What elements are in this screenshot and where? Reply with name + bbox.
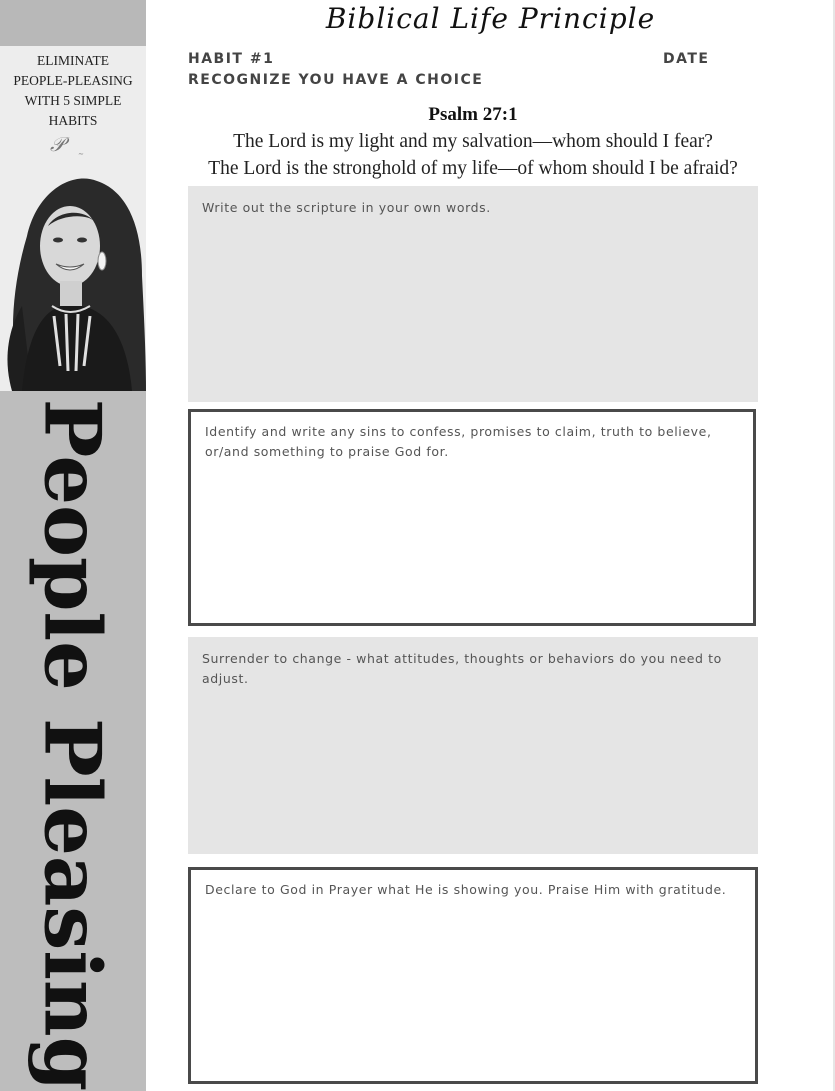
sidebar-title-line: ELIMINATE	[37, 53, 109, 68]
scripture-own-words-box[interactable]	[188, 186, 758, 402]
sidebar-title-line: WITH 5 SIMPLE	[24, 93, 122, 108]
habit-number: HABIT #1	[188, 51, 275, 67]
box-prompt: Surrender to change - what attitudes, thoughts or behaviors do you need to adjust.	[202, 651, 722, 686]
scripture-line: The Lord is the stronghold of my life—of whom should I be afraid?	[208, 158, 738, 179]
sidebar-title	[0, 51, 146, 131]
sidebar	[0, 0, 146, 1091]
sidebar-top-strip	[0, 0, 146, 46]
box-prompt: Declare to God in Prayer what He is showing you. Praise Him with gratitude.	[205, 882, 727, 897]
sidebar-title-line: HABITS	[48, 113, 98, 128]
confess-claim-box[interactable]	[188, 409, 756, 626]
vertical-title: People Pleasing	[26, 398, 118, 1091]
box-prompt: Identify and write any sins to confess, promises to claim, truth to believe, or/and something to praise God for.	[205, 424, 712, 459]
sidebar-panel	[0, 46, 146, 391]
prayer-box[interactable]	[188, 867, 758, 1084]
box-prompt: Write out the scripture in your own words.	[202, 200, 491, 215]
signature-logo: 𝒫 ∼	[50, 132, 84, 158]
date-label: DATE	[663, 51, 710, 67]
page-title: Biblical Life Principle	[325, 2, 656, 35]
author-photo	[2, 166, 146, 391]
scripture-line: The Lord is my light and my salvation—whom should I fear?	[233, 131, 713, 152]
surrender-change-box[interactable]	[188, 637, 758, 854]
sidebar-title-line: PEOPLE-PLEASING	[13, 73, 133, 88]
scripture-reference: Psalm 27:1	[428, 104, 518, 125]
habit-name: RECOGNIZE YOU HAVE A CHOICE	[188, 72, 484, 88]
